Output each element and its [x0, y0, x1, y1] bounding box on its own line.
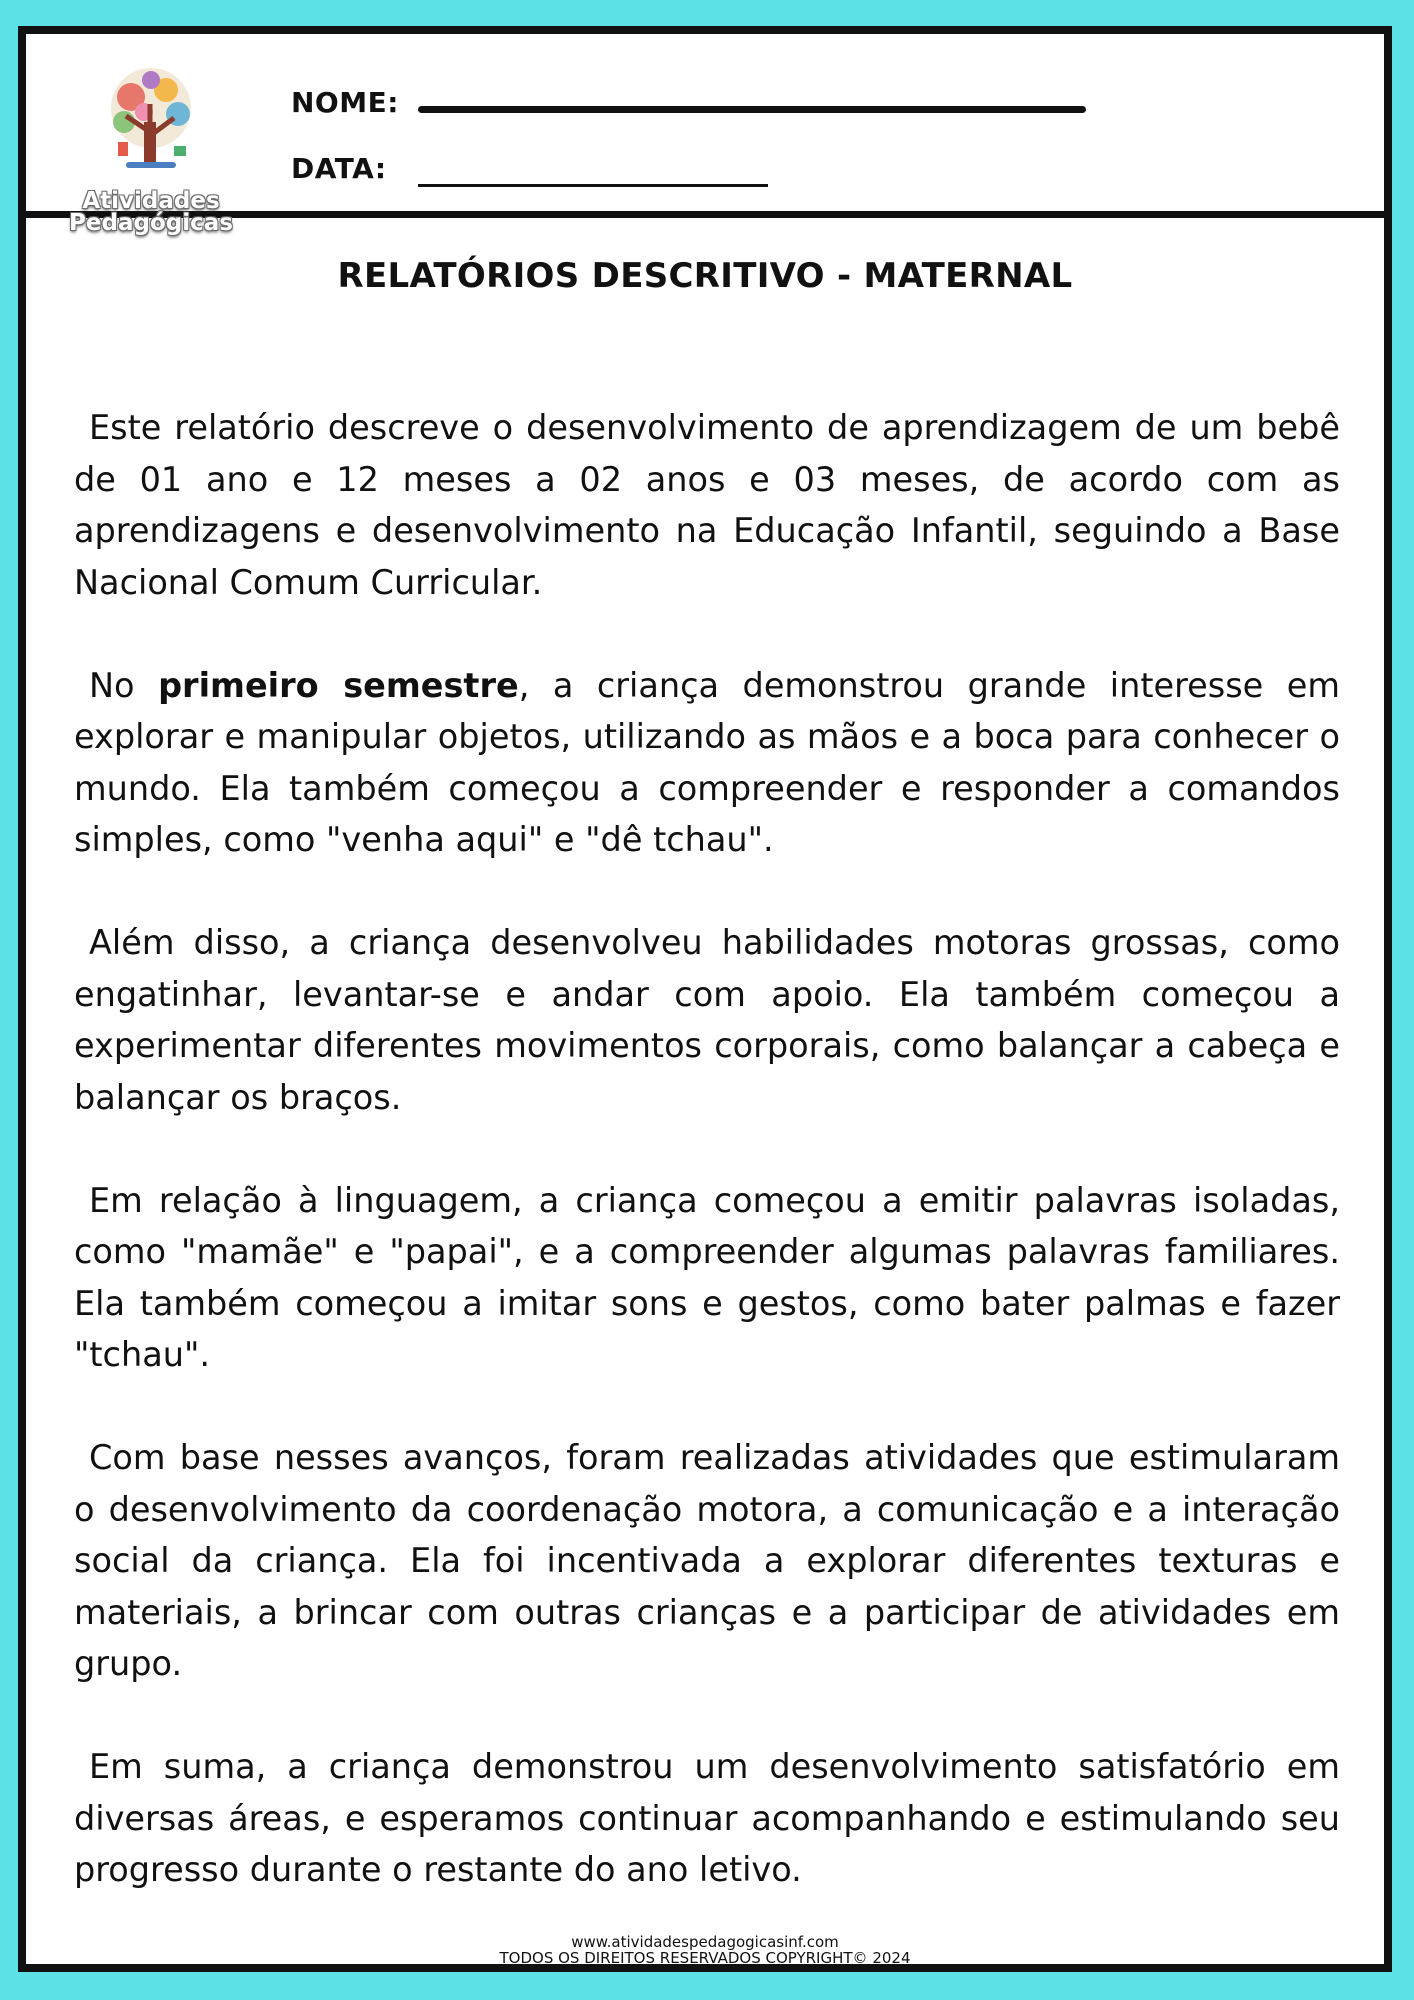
- logo-text-line1: Atividades: [82, 188, 220, 214]
- footer: [26, 1934, 1384, 1966]
- logo-text-line2: Pedagógicas: [69, 210, 233, 236]
- paragraph-first-semester-start: No: [89, 665, 159, 705]
- paragraph-activities: Com base nesses avanços, foram realizadas atividades que estimularam o desenvolvimento da coordenação motora, a comunicação e a interação social da criança. Ela foi incentivada a explorar diferentes texturas e materiais, a brincar com outras crianças e a participar de atividades em grupo.: [74, 1438, 1340, 1683]
- paragraph-motor-skills: Além disso, a criança desenvolveu habilidades motoras grossas, como engatinhar, levantar-se e andar com apoio. Ela também começou a experimentar diferentes movimentos corporais, como balançar a cabeça e balançar os braços.: [74, 923, 1340, 1117]
- nome-label: NOME:: [291, 86, 399, 119]
- report-body: [74, 402, 1340, 1947]
- data-label: DATA:: [291, 152, 387, 185]
- data-answer-line[interactable]: [418, 184, 768, 187]
- logo: [66, 62, 236, 236]
- paragraph-first-semester-bold: primeiro semestre: [158, 665, 519, 705]
- paragraph-language: Em relação à linguagem, a criança começou a emitir palavras isoladas, como "mamãe" e "papai", e a compreender algumas palavras familiares. Ela também começou a imitar sons e gestos, como bater palmas e fazer "tchau".: [74, 1180, 1340, 1374]
- paragraph-first-semester-rest: , a criança demonstrou grande interesse em explorar e manipular objetos, utilizando as mãos e a boca para conhecer o mundo. Ela também começou a compreender e responder a comandos simples, como "venha aqui" e "dê tchau".: [74, 665, 1340, 859]
- page-title: RELATÓRIOS DESCRITIVO - MATERNAL: [337, 256, 1073, 296]
- worksheet-header: [26, 34, 1384, 236]
- footer-website[interactable]: www.atividadespedagogicasinf.com: [571, 1933, 839, 1951]
- worksheet-page: [18, 26, 1392, 1972]
- paragraph-conclusion: Em suma, a criança demonstrou um desenvolvimento satisfatório em diversas áreas, e esperamos continuar acompanhando e estimulando seu progresso durante o restante do ano letivo.: [74, 1747, 1340, 1889]
- paragraph-intro: Este relatório descreve o desenvolvimento de aprendizagem de um bebê de 01 ano e 12 meses a 02 anos e 03 meses, de acordo com as aprendizagens e desenvolvimento na Educação Infantil, seguindo a Base Nacional Comum Curricular.: [74, 408, 1340, 602]
- footer-copyright: TODOS OS DIREITOS RESERVADOS COPYRIGHT© 2024: [499, 1949, 911, 1967]
- nome-answer-line[interactable]: [418, 106, 1086, 113]
- paragraph-first-semester: [74, 660, 1340, 866]
- tree-icon: [66, 62, 236, 192]
